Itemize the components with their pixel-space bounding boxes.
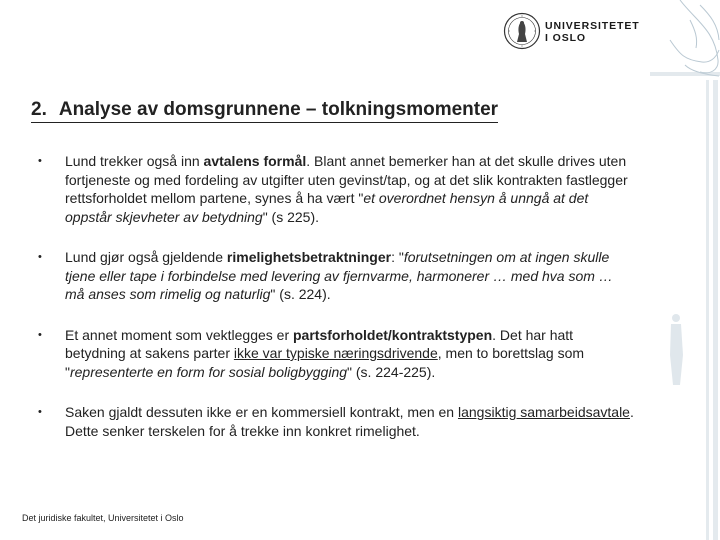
bullet-text: Saken gjaldt dessuten ikke er en kommersiell kontrakt, men en: [65, 404, 458, 420]
bullet-item: [30, 403, 635, 440]
bullet-text: : ": [391, 249, 404, 265]
bullet-quote: forutsetningen om at ingen skulle tjene eller tape i forbindelse med levering av fjernvarme, harmonerer … med hva som … må anses som rimelig og naturlig: [65, 249, 613, 302]
bullet-text: . Dette senker terskelen for å trekke inn konkret rimelighet.: [65, 404, 634, 439]
bullet-text: Lund gjør også gjeldende: [65, 249, 227, 265]
university-seal-icon: [503, 12, 541, 50]
bullet-text: Et annet moment som vektlegges er: [65, 326, 293, 343]
university-logo: [503, 12, 640, 52]
bullet-list: [30, 152, 635, 462]
bullet-marker: •: [38, 155, 42, 167]
title-text: Analyse av domsgrunnene – tolkningsmomenter: [58, 99, 499, 120]
bullet-text: Lund trekker også inn: [65, 153, 204, 169]
bullet-marker: •: [38, 406, 42, 418]
bullet-item: [30, 326, 635, 382]
bullet-item: [30, 152, 635, 226]
bullet-marker: •: [38, 328, 42, 341]
bullet-quote: representerte en form for sosial boligbygging: [69, 363, 348, 380]
bullet-text: " (s. 224-225).: [347, 363, 436, 380]
slide-title: [31, 98, 498, 123]
bullet-quote: et overordnet hensyn å unngå at det oppstår skjevheter av betydning: [65, 190, 589, 225]
bullet-emphasis: rimelighetsbetraktninger: [226, 249, 392, 265]
bullet-text: " (s. 224).: [270, 286, 331, 302]
bullet-item: [30, 248, 635, 304]
bullet-text: . Blant annet bemerker han at det skulle drives uten fortjeneste og med fordeling av utgifter uten gevinst/tap, og at det slik kontrakten fastlegger rettsforholdet mellom partene, synes å ha vært ": [65, 153, 628, 206]
decorative-side-image: [640, 0, 720, 540]
bullet-text: , men to borettslag som ": [65, 345, 585, 380]
bullet-text: " (s 225).: [262, 208, 320, 225]
logo-line-2: I OSLO: [545, 32, 586, 44]
bullet-underlined: langsiktig samarbeidsavtale: [457, 404, 630, 420]
bullet-emphasis: partsforholdet/kontraktstypen: [293, 326, 493, 343]
bullet-emphasis: avtalens formål: [203, 153, 307, 169]
logo-line-1: UNIVERSITETET: [545, 20, 640, 32]
bullet-underlined: ikke var typiske næringsdrivende: [233, 345, 438, 361]
title-number: 2.: [31, 99, 47, 120]
bullet-text: . Det har hatt betydning at sakens parter: [65, 326, 574, 361]
footer-text: Det juridiske fakultet, Universitetet i Oslo: [22, 513, 184, 523]
bullet-marker: •: [38, 251, 42, 263]
